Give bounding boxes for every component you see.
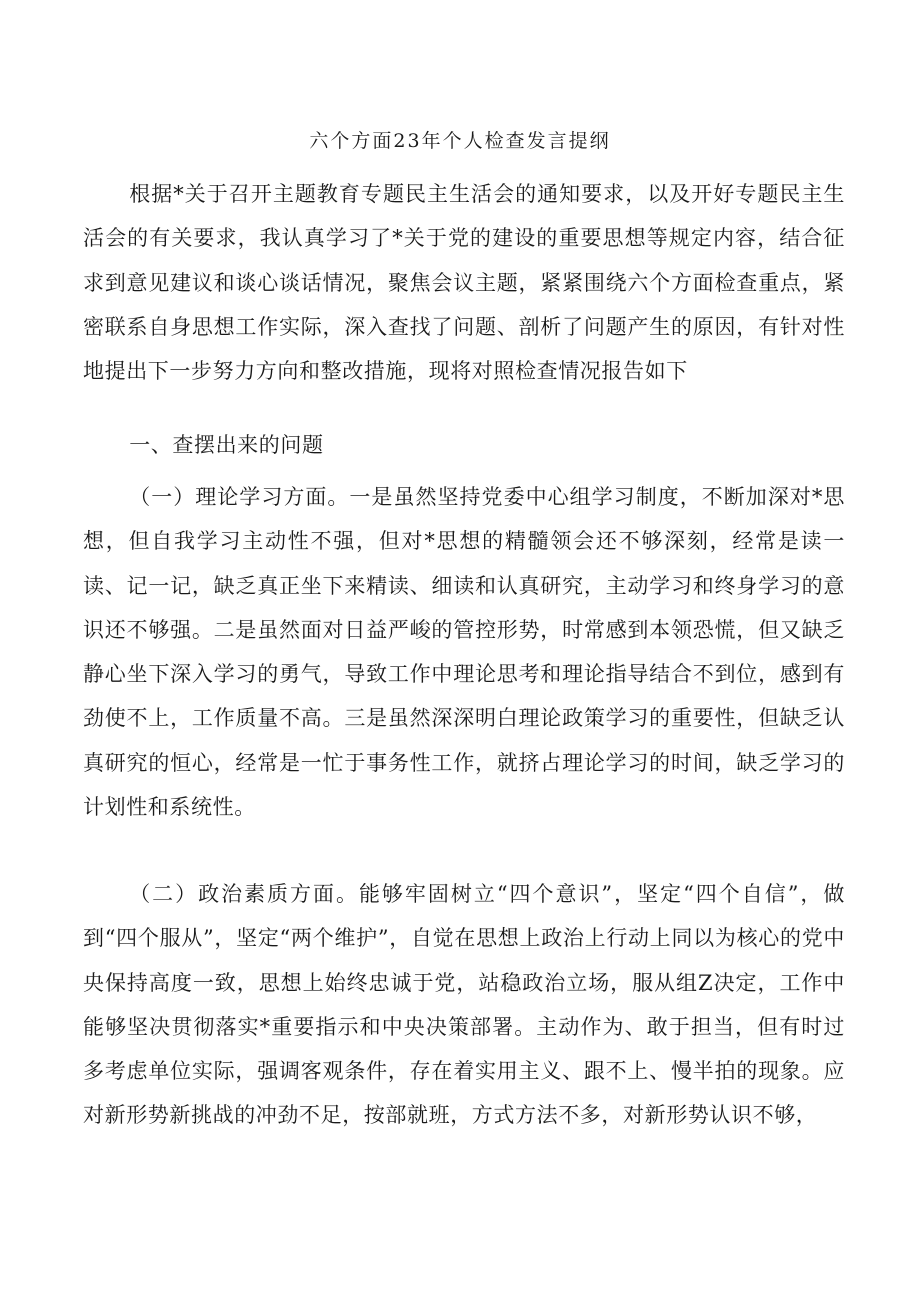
paragraph-theory-study: （一）理论学习方面。一是虽然坚持党委中心组学习制度，不断加深对*思想，但自我学习主动性不强，但对*思想的精髓领会还不够深刻，经常是读一读、记一记，缺乏真正坐下来精读、细读和认真研究，主动学习和终身学习的意识还不够强。二是虽然面对日益严峻的管控形势，时常感到本领恐慌，但又缺乏静心坐下深入学习的勇气，导致工作中理论思考和理论指导结合不到位，感到有劲使不上，工作质量不高。三是虽然深深明白理论政策学习的重要性，但缺乏认真研究的恒心，经常是一忙于事务性工作，就挤占理论学习的时间，缺乏学习的计划性和系统性。 [83,485,845,820]
paragraph-political-quality: （二）政治素质方面。能够牢固树立“四个意识”，坚定“四个自信”，做到“四个服从”，坚定“两个维护”，自觉在思想上政治上行动上同以为核心的党中央保持高度一致，思想上始终忠诚于党，站稳政治立场，服从组Z决定，工作中能够坚决贯彻落实*重要指示和中央决策部署。主动作为、敢于担当，但有时过多考虑单位实际，强调客观条件，存在着实用主义、跟不上、慢半拍的现象。应对新形势新挑战的冲劲不足，按部就班，方式方法不多，对新形势认识不够， [83,882,845,1128]
intro-paragraph: 根据*关于召开主题教育专题民主生活会的通知要求，以及开好专题民主生活会的有关要求，我认真学习了*关于党的建设的重要思想等规定内容，结合征求到意见建议和谈心谈话情况，聚焦会议主题，紧紧围绕六个方面检查重点，紧密联系自身思想工作实际，深入查找了问题、剖析了问题产生的原因，有针对性地提出下一步努力方向和整改措施，现将对照检查情况报告如下 [83,182,845,384]
section-heading-problems: 一、查摆出来的问题 [129,433,324,457]
document-title: 六个方面23年个人检查发言提纲 [309,130,611,152]
